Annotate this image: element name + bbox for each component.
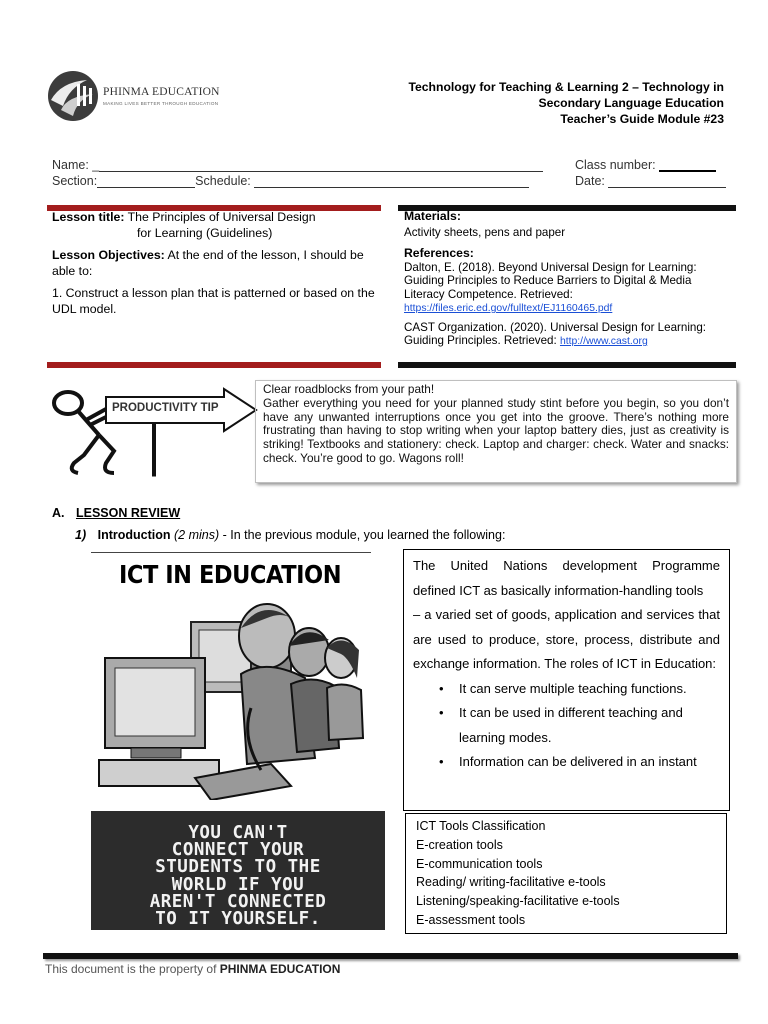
ict-heading: ICT IN EDUCATION <box>119 560 342 589</box>
stick-figure-icon <box>44 385 259 485</box>
date-field[interactable] <box>575 174 726 188</box>
reference-2-text: CAST Organization. (2020). Universal Design for Learning: Guiding Principles. Retrieved: <box>404 320 707 347</box>
objectives-label: Lesson Objectives: <box>52 248 165 262</box>
reference-1-link[interactable]: https://files.eric.ed.gov/fulltext/EJ1160465.pdf <box>404 303 613 314</box>
ict-role-item: • Information can be delivered in an instant <box>439 750 720 775</box>
schedule-label: Schedule: <box>195 174 251 188</box>
module-title <box>324 79 724 127</box>
image-top-rule <box>91 552 371 553</box>
productivity-tip-illustration <box>44 385 259 485</box>
ict-role-item: • It can serve multiple teaching functions. <box>439 677 720 702</box>
name-underline[interactable] <box>99 160 543 172</box>
date-label: Date: <box>575 174 605 188</box>
quote-board <box>91 811 385 930</box>
name-field[interactable] <box>52 158 543 172</box>
tools-list-item: ICT Tools Classification <box>416 819 546 833</box>
lesson-title-value-2: for Learning (Guidelines) <box>137 225 273 240</box>
lesson-objectives <box>52 248 387 279</box>
ict-roles-list <box>439 677 720 775</box>
quote-line: TO IT YOURSELF. <box>155 909 321 930</box>
phinma-logo-icon <box>47 70 99 122</box>
schedule-underline[interactable] <box>254 176 529 188</box>
footer-prefix: This document is the property of <box>45 962 220 976</box>
module-title-line-3: Teacher’s Guide Module #23 <box>560 112 724 126</box>
module-title-line-2: Secondary Language Education <box>538 96 724 110</box>
intro-number: 1) <box>75 528 87 542</box>
intro-time: (2 mins) <box>174 528 220 542</box>
materials-heading: Materials: <box>404 209 461 223</box>
section-a-title: LESSON REVIEW <box>75 506 181 520</box>
section-label: Section: <box>52 174 98 188</box>
intro-text: - In the previous module, you learned the following: <box>219 528 506 542</box>
date-underline[interactable] <box>608 176 726 188</box>
ict-in-education-image <box>91 552 371 800</box>
productivity-tip-banner: PRODUCTIVITY TIP <box>112 402 219 414</box>
quote-line: STUDENTS TO THE <box>155 857 321 878</box>
materials-value: Activity sheets, pens and paper <box>404 225 566 239</box>
students-computers-icon <box>91 588 371 800</box>
reference-2-link[interactable]: http://www.cast.org <box>559 336 648 347</box>
lesson-title <box>52 210 387 241</box>
footer-owner: PHINMA EDUCATION <box>219 962 341 976</box>
objectives-value: At the end of the lesson, I should be able to: <box>52 248 364 278</box>
reference-1 <box>404 261 734 316</box>
lesson-title-value-1: The Principles of Universal Design <box>127 210 316 224</box>
tools-list-item: Reading/ writing-facilitative e-tools <box>416 875 606 890</box>
name-label: Name: _ <box>52 158 100 172</box>
productivity-tip-box <box>255 380 737 483</box>
footer <box>45 962 340 976</box>
introduction-line <box>75 528 505 542</box>
phinma-logo <box>47 70 220 120</box>
materials-bottom-bar <box>398 362 736 368</box>
reference-1-text: Dalton, E. (2018). Beyond Universal Design for Learning: Guiding Principles to Reduce Barriers to Digital & Media Literacy Competence. Retrieved: <box>404 260 697 301</box>
quote-line: CONNECT YOUR <box>171 840 305 861</box>
tools-list-item: Listening/speaking-facilitative e-tools <box>416 894 620 909</box>
ict-role-item: • It can be used in different teaching and learning modes. <box>439 701 720 750</box>
materials-info <box>404 210 734 349</box>
class-number-label: Class number: <box>575 158 656 172</box>
tools-list-item: E-assessment tools <box>416 912 526 927</box>
tools-list-item: E-communication tools <box>416 856 543 871</box>
lesson-title-label: Lesson title: <box>52 210 125 224</box>
section-a-letter: A. <box>52 506 65 520</box>
tip-body: Gather everything you need for your planned study stint before you begin, so you don’t have any unwanted interruptions once you get into the groove. There’s nothing more frustrating than having to stop writing when your laptop battery dies, just as creativity is striking! Textbooks and stationery: check. Laptop and charger: check. Water and snacks: check. You’re good to go. Wagons roll! <box>263 395 729 465</box>
module-title-line-1: Technology for Teaching & Learning 2 – Technology in <box>408 80 724 94</box>
logo-tagline: MAKING LIVES BETTER THROUGH EDUCATION <box>103 101 219 106</box>
quote-line: AREN'T CONNECTED <box>149 891 327 912</box>
ict-definition-box <box>403 549 730 811</box>
ict-definition-2: – a varied set of goods, application and services that are used to produce, store, process, distribute and exchange information. The roles of ICT in Education: <box>413 607 720 671</box>
section-a-heading <box>52 506 180 520</box>
quote-line: WORLD IF YOU <box>171 874 305 895</box>
footer-rule <box>43 953 738 959</box>
lesson-bottom-bar <box>47 362 381 368</box>
objective-1: 1. Construct a lesson plan that is patterned or based on the UDL model. <box>52 286 375 316</box>
tools-list-item: E-creation tools <box>416 837 503 852</box>
lesson-info <box>52 210 387 324</box>
intro-title: Introduction <box>97 528 171 542</box>
tip-headline: Clear roadblocks from your path! <box>263 382 435 396</box>
class-number-underline[interactable] <box>659 160 716 172</box>
quote-line: YOU CAN'T <box>188 823 288 843</box>
section-underline[interactable] <box>97 176 195 188</box>
ict-tools-box <box>405 813 727 934</box>
class-number-field[interactable] <box>575 158 716 172</box>
references-heading: References: <box>404 246 474 260</box>
reference-2 <box>404 321 734 349</box>
logo-name: PHINMA EDUCATION <box>103 86 220 98</box>
section-schedule-field[interactable] <box>52 174 529 188</box>
ict-definition: The United Nations development Programme defined ICT as basically information-handling tools <box>413 558 720 598</box>
